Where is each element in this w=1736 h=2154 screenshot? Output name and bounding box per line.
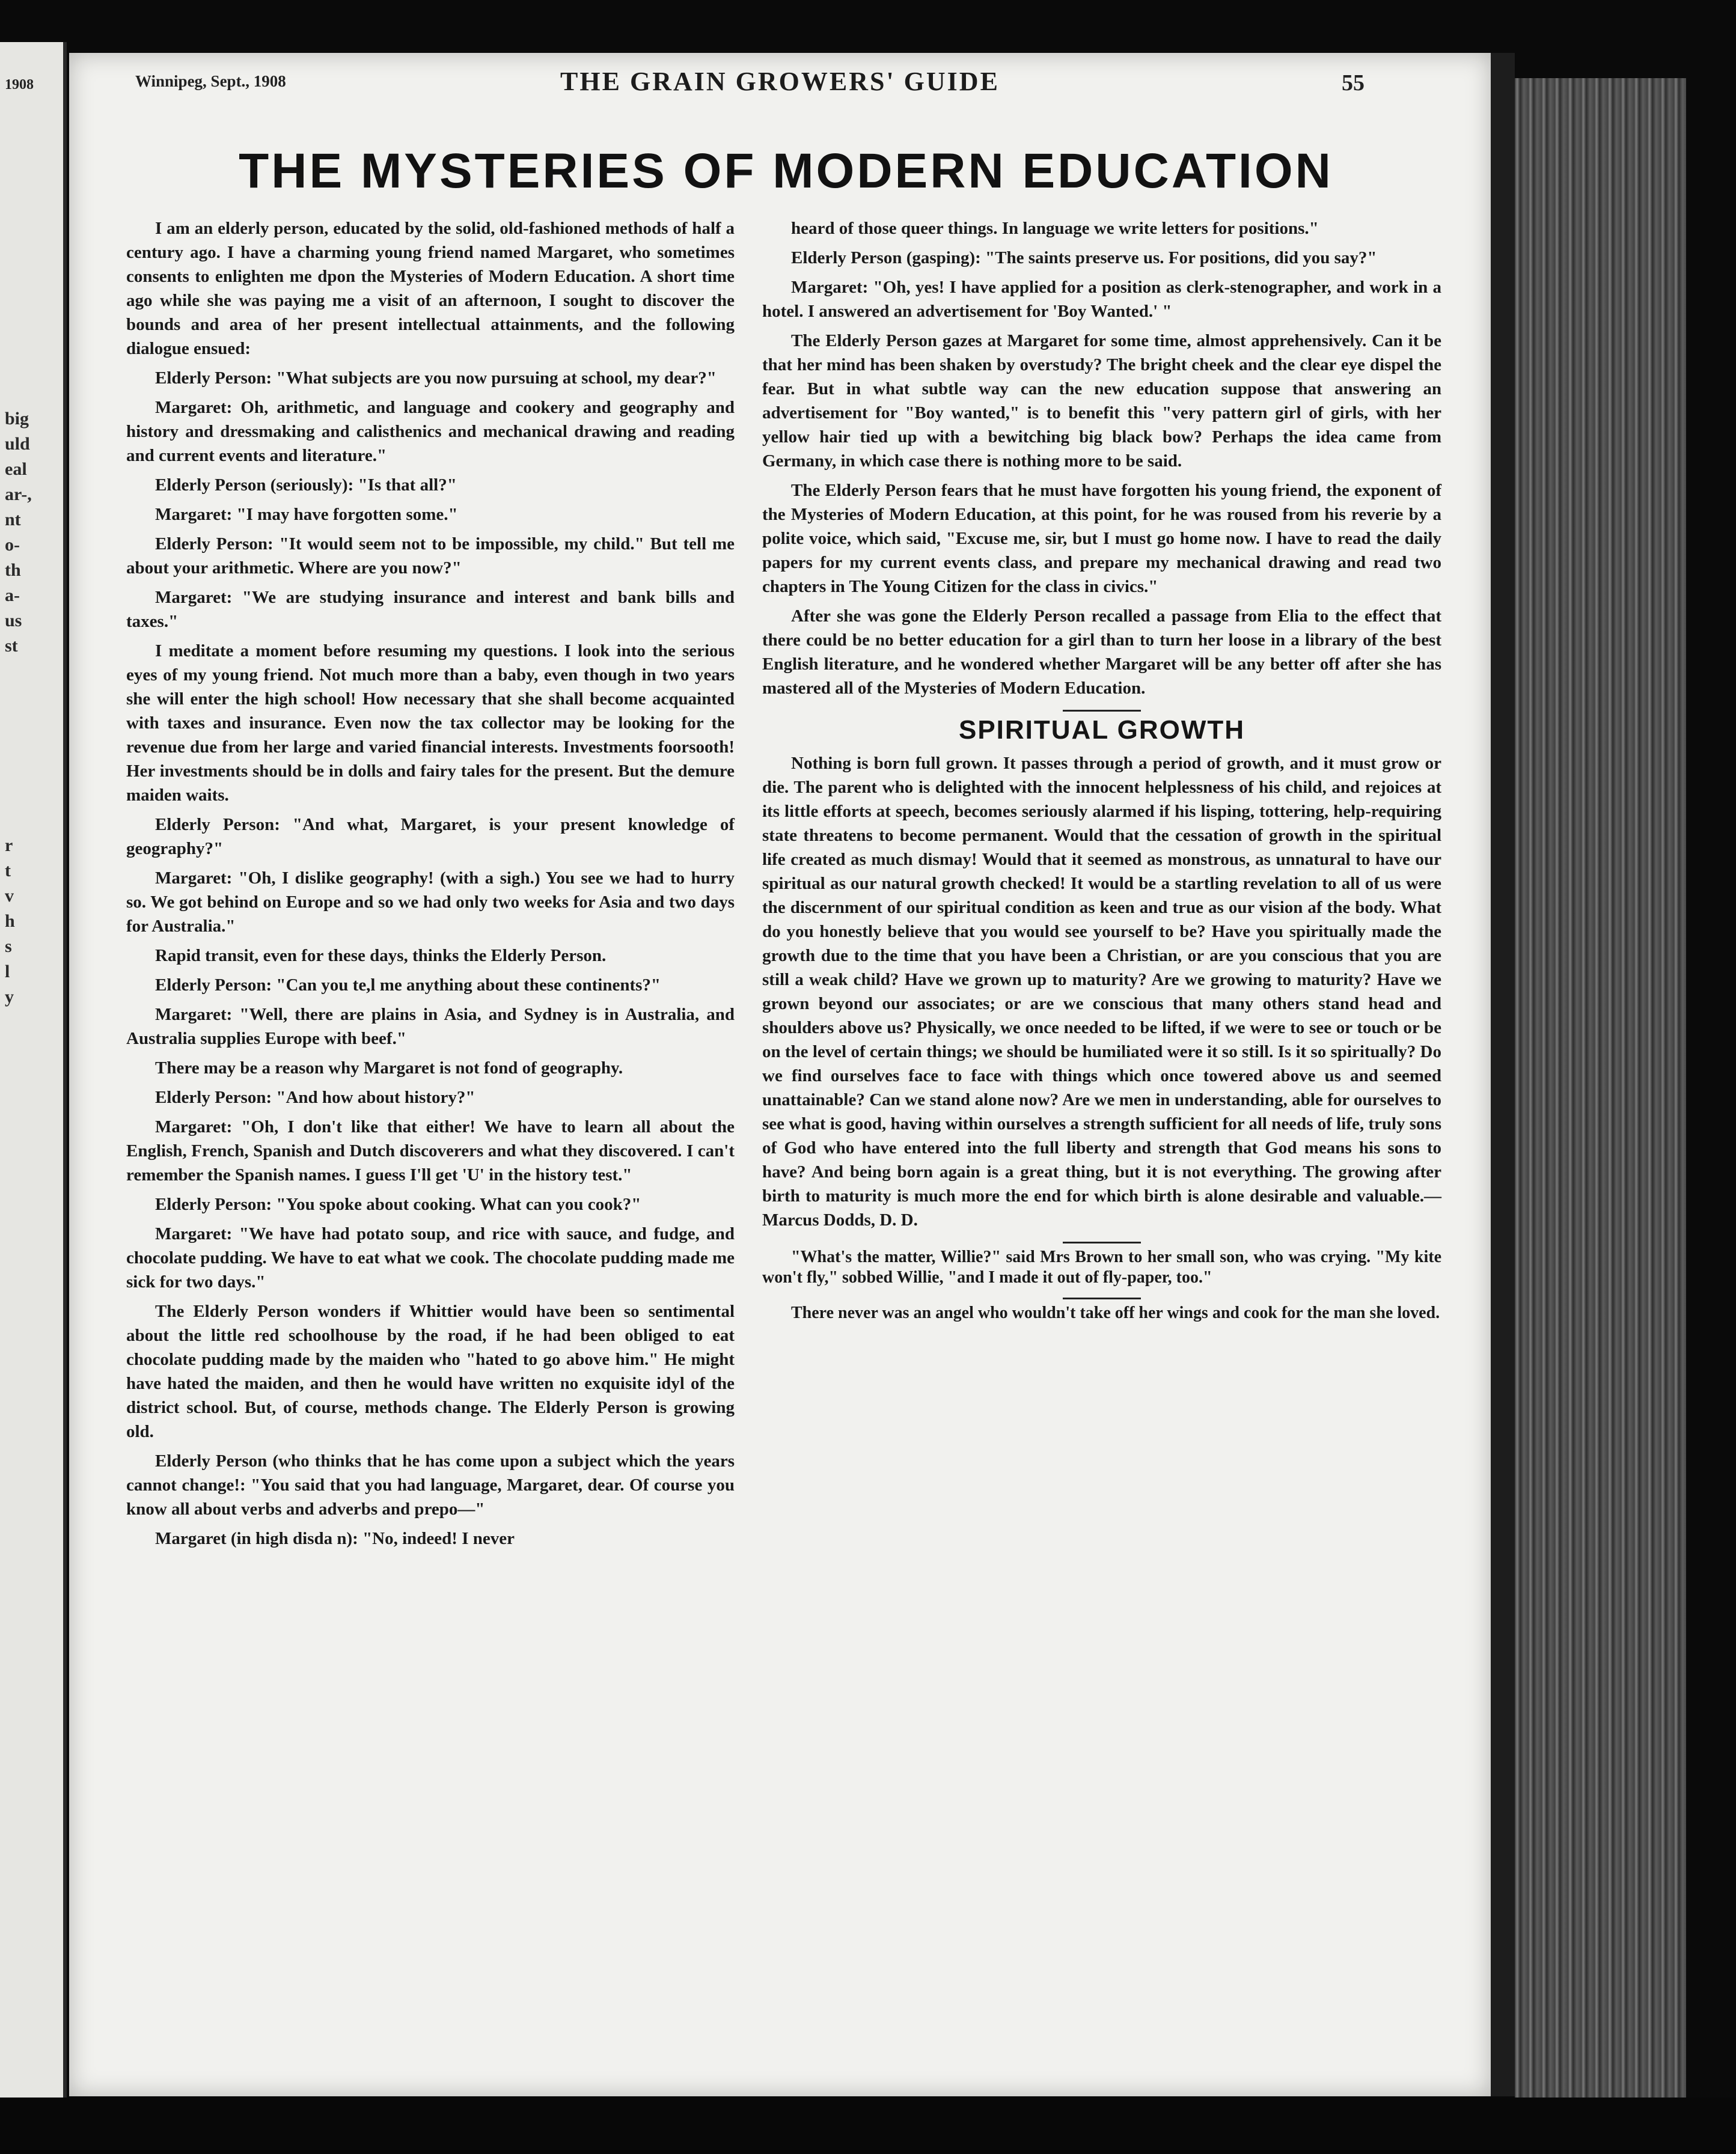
- margin-fragment: uld: [5, 434, 30, 454]
- article-paragraph: Elderly Person (gasping): "The saints preserve us. For positions, did you say?": [791, 248, 1377, 267]
- article-paragraph: The Elderly Person wonders if Whittier would have been so sentimental about the little red schoolhouse by the road, if he had been obliged to eat chocolate pudding made by the maiden who "hated to go above him." He might have hated the maiden, and then he would have written no exquisite idyl of the district school. But, of course, methods change. The Elderly Person is growing old.: [126, 1302, 735, 1441]
- article-paragraph: Margaret: "I may have forgotten some.": [155, 505, 458, 524]
- article-paragraph: The Elderly Person gazes at Margaret for some time, almost apprehensively. Can it be that her mind has been shaken by overstudy? The bright cheek and the clear eye dispel the fear. But in what subtle way can the new education suppose that answering an advertisement for "Boy wanted," is to benefit this "very pattern girl of girls, with her yellow hair tied up with a bewitching big black bow? Perhaps the idea came from Germany, in which case there is nothing more to be said.: [762, 331, 1441, 471]
- filler-divider: [1063, 1242, 1141, 1243]
- article-paragraph: heard of those queer things. In language we write letters for positions.": [791, 219, 1319, 238]
- page-gutter-shadow: [1491, 53, 1515, 2096]
- margin-fragment: us: [5, 611, 22, 630]
- stacked-page-edges: [1515, 78, 1686, 2098]
- article-paragraph: Rapid transit, even for these days, thinks the Elderly Person.: [155, 946, 607, 965]
- article-paragraph: Elderly Person: "And how about history?": [155, 1088, 475, 1107]
- margin-fragment: nt: [5, 510, 21, 529]
- margin-fragment: h: [5, 911, 15, 931]
- article-paragraph: I am an elderly person, educated by the solid, old-fashioned methods of half a century ago. I have a charming young friend named Margaret, who sometimes consents to enlighten me dpon the Mysteries of Modern Education. A short time ago while she was paying me a visit of an afternoon, I sought to discover the bounds and area of her present intellectual attainments, and the following dialogue ensued:: [126, 219, 735, 358]
- article-paragraph: There may be a reason why Margaret is not fond of geography.: [155, 1058, 623, 1078]
- article-paragraph: Margaret: "Oh, I dislike geography! (with a sigh.) You see we had to hurry so. We got behind on Europe and so we had only two weeks for Asia and two days for Australia.": [126, 868, 735, 936]
- article-paragraph: After she was gone the Elderly Person recalled a passage from Elia to the effect that there could be no better education for a girl than to turn her loose in a library of the best English literature, and he wondered whether Margaret will be any better off after she has mastered all of the Mysteries of Modern Education.: [762, 606, 1441, 698]
- article-paragraph: Elderly Person: "You spoke about cooking. What can you cook?": [155, 1195, 641, 1214]
- margin-fragment: y: [5, 987, 14, 1007]
- article-left-column: [126, 216, 735, 1556]
- article-paragraph: Elderly Person (seriously): "Is that all?": [155, 475, 457, 495]
- section-title: SPIRITUAL GROWTH: [958, 715, 1245, 745]
- margin-fragment: o-: [5, 535, 20, 555]
- margin-fragment: t: [5, 861, 11, 880]
- filler-divider: [1063, 1298, 1141, 1299]
- header-page-number: 55: [1342, 70, 1365, 96]
- margin-fragment: r: [5, 835, 13, 855]
- article-paragraph: Margaret: "We have had potato soup, and rice with sauce, and fudge, and chocolate pudding. We have to eat what we cook. The chocolate pudding made me sick for two days.": [126, 1224, 735, 1292]
- section-body: Nothing is born full grown. It passes through a period of growth, and it must grow or die. The parent who is delighted with the innocent helplessness of his child, and rejoices at its little efforts at speech, becomes seriously alarmed if his lisping, tottering, help-requiring state threatens to become permanent. Would that the cessation of growth in the spiritual life created as much dismay! Would that it seemed as monstrous, as unnatural to have our spiritual as our natural growth checked! It would be a startling revelation to all of us were the discernment of our spiritual condition as keen and true as our vision af the body. What do you honestly believe that you would see yourself to be? Have you spiritually made the growth due to the time that you have been a Christian, or are you conscious that you are still a weak child? Have we grown up to maturity? Are we growing to maturity? Have we grown beyond our associates; or are we conscious that many others stand head and shoulders above us? Physically, we once needed to be lifted, if we were to see or touch or be on the level of certain things; we should be humiliated were it so still. Is it so spiritually? Do we find ourselves face to face with things which once towered above us and seemed unattainable? Can we stand alone now? Are we men in understanding, able for ourselves to see what is good, having within ourselves a strength sufficient for all needs of life, truly sons of God who have entered into the full liberty and strength that God means his sons to have? And being born again is a great thing, but it is not everything. The growing after birth to maturity is much more the end for which birth is alone desirable and valuable.—Marcus Dodds, D. D.: [762, 754, 1441, 1230]
- margin-fragment: th: [5, 560, 21, 580]
- article-paragraph: Elderly Person (who thinks that he has come upon a subject which the years cannot change!: "You said that you had language, Margaret, dear. Of course you know all about verbs and adverbs and prepo—": [126, 1451, 735, 1519]
- left-page-edge: [0, 42, 67, 2098]
- left-page-number: 1908: [5, 77, 34, 93]
- section-divider: [1063, 710, 1141, 712]
- header-publication-title: THE GRAIN GROWERS' GUIDE: [560, 67, 1000, 96]
- margin-fragment: a-: [5, 585, 20, 605]
- margin-fragment: ar-,: [5, 484, 32, 504]
- article-paragraph: Margaret (in high disda n): "No, indeed! I never: [155, 1529, 515, 1548]
- article-right-column: [762, 216, 1441, 1329]
- article-paragraph: Elderly Person: "And what, Margaret, is your present knowledge of geography?": [126, 815, 735, 858]
- scan-border: [0, 2098, 1736, 2154]
- article-paragraph: Margaret: "Oh, yes! I have applied for a position as clerk-stenographer, and work in a hotel. I answered an advertisement for 'Boy Wanted.' ": [762, 278, 1441, 321]
- article-paragraph: Elderly Person: "It would seem not to be impossible, my child." But tell me about your arithmetic. Where are you now?": [126, 534, 735, 578]
- margin-fragment: st: [5, 636, 18, 656]
- article-paragraph: The Elderly Person fears that he must have forgotten his young friend, the exponent of the Mysteries of Modern Education, at this point, for he was roused from his reverie by a polite voice, which said, "Excuse me, sir, but I must go home now. I have to read the daily papers for my current events class, and prepare my mechanical drawing and read two chapters in The Young Citizen for the class in civics.": [762, 481, 1441, 596]
- article-paragraph: Margaret: Oh, arithmetic, and language and cookery and geography and history and dressmaking and calisthenics and mechanical drawing and reading and current events and literature.": [126, 398, 735, 465]
- article-paragraph: Margaret: "We are studying insurance and interest and bank bills and taxes.": [126, 588, 735, 631]
- article-title: THE MYSTERIES OF MODERN EDUCATION: [239, 144, 1333, 198]
- margin-fragment: eal: [5, 459, 27, 479]
- filler-quip: There never was an angel who wouldn't take off her wings and cook for the man she loved.: [791, 1304, 1440, 1322]
- margin-fragment: s: [5, 936, 12, 956]
- article-paragraph: Margaret: "Well, there are plains in Asia, and Sydney is in Australia, and Australia supplies Europe with beef.": [126, 1005, 735, 1048]
- margin-fragment: v: [5, 886, 14, 906]
- filler-joke: "What's the matter, Willie?" said Mrs Brown to her small son, who was crying. "My kite won't fly," sobbed Willie, "and I made it out of fly-paper, too.": [762, 1248, 1441, 1287]
- article-paragraph: I meditate a moment before resuming my questions. I look into the serious eyes of my young friend. Not much more than a baby, even though in two years she will enter the high school! How necessary that she shall become acquainted with taxes and insurance. Even now the tax collector may be looking for the revenue due from her large and varied financial interests. Investments foorsooth! Her investments should be in dolls and fairy tales for the present. But the demure maiden waits.: [126, 641, 735, 805]
- newspaper-page: [69, 53, 1491, 2096]
- margin-fragment: l: [5, 962, 10, 981]
- article-paragraph: Elderly Person: "Can you te,l me anything about these continents?": [155, 975, 661, 995]
- header-date: Winnipeg, Sept., 1908: [135, 72, 286, 90]
- margin-fragment: big: [5, 409, 29, 429]
- article-paragraph: Elderly Person: "What subjects are you now pursuing at school, my dear?": [155, 368, 717, 388]
- article-paragraph: Margaret: "Oh, I don't like that either! We have to learn all about the English, French, Spanish and Dutch discoverers and what they discovered. I can't remember the Spanish names. I guess I'll get 'U' in the history test.": [126, 1117, 735, 1185]
